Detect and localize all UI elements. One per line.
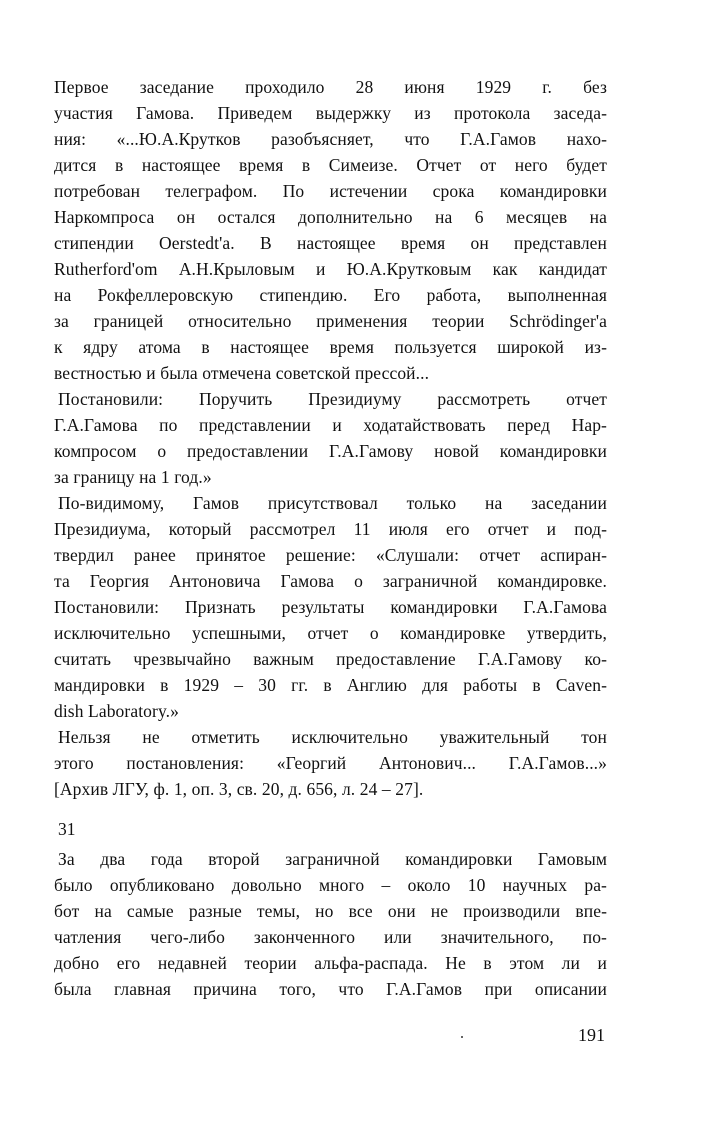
text-line: За два года второй заграничной командировки Гамовым	[58, 849, 607, 869]
text-line: твердил ранее принятое решение: «Слушали: отчет аспиран-	[54, 545, 607, 565]
section-number: 31	[58, 819, 76, 839]
text-line: участия Гамова. Приведем выдержку из протокола заседа-	[54, 103, 607, 123]
text-line: [Архив ЛГУ, ф. 1, оп. 3, св. 20, д. 656, л. 24 – 27].	[54, 779, 424, 799]
text-line: стипендии Oerstedt'a. В настоящее время он представлен	[54, 233, 607, 253]
print-speck	[461, 1036, 463, 1038]
text-line: этого постановления: «Георгий Антонович... Г.А.Гамов...»	[54, 753, 607, 773]
text-line: за границей относительно применения теории Schrödinger'a	[54, 311, 607, 331]
text-line: Нельзя не отметить исключительно уважительный тон	[58, 727, 607, 747]
text-line: считать чрезвычайно важным предоставление Г.А.Гамову ко-	[54, 649, 607, 669]
text-line: была главная причина того, что Г.А.Гамов при описании	[54, 979, 607, 999]
text-line: По-видимому, Гамов присутствовал только на заседании	[58, 493, 607, 513]
text-line: компросом о предоставлении Г.А.Гамову новой командировки	[54, 441, 607, 461]
text-line: к ядру атома в настоящее время пользуется широкой из-	[54, 337, 607, 357]
text-line: за границу на 1 год.»	[54, 467, 212, 487]
text-line: Постановили: Признать результаты командировки Г.А.Гамова	[54, 597, 607, 617]
text-line: Г.А.Гамова по представлении и ходатайствовать перед Нар-	[54, 415, 607, 435]
text-line: Rutherford'om А.Н.Крыловым и Ю.А.Крутковым как кандидат	[54, 259, 607, 279]
text-line: на Рокфеллеровскую стипендию. Его работа, выполненная	[54, 285, 607, 305]
text-line: мандировки в 1929 – 30 гг. в Англию для работы в Caven-	[54, 675, 607, 695]
text-line: Наркомпроса он остался дополнительно на 6 месяцев на	[54, 207, 607, 227]
text-line: добно его недавней теории альфа-распада. Не в этом ли и	[54, 953, 607, 973]
text-line: Первое заседание проходило 28 июня 1929 г. без	[54, 77, 607, 97]
text-line: потребован телеграфом. По истечении срока командировки	[54, 181, 607, 201]
text-line: бот на самые разные темы, но все они не производили впе-	[54, 901, 607, 921]
text-line: исключительно успешными, отчет о командировке утвердить,	[54, 623, 607, 643]
page-number: 191	[578, 1025, 605, 1045]
text-line: та Георгия Антоновича Гамова о заграничной командировке.	[54, 571, 607, 591]
text-line: Постановили: Поручить Президиуму рассмотреть отчет	[58, 389, 607, 409]
text-line: dish Laboratory.»	[54, 701, 179, 721]
text-line: чатления чего-либо законченного или значительного, по-	[54, 927, 607, 947]
text-line: ния: «...Ю.А.Крутков разобъясняет, что Г.А.Гамов нахо-	[54, 129, 607, 149]
text-line: вестностью и была отмечена советской прессой...	[54, 363, 430, 383]
text-line: Президиума, который рассмотрел 11 июля его отчет и под-	[54, 519, 607, 539]
text-line: было опубликовано довольно много – около 10 научных ра-	[54, 875, 607, 895]
text-line: дится в настоящее время в Симеизе. Отчет от него будет	[54, 155, 607, 175]
